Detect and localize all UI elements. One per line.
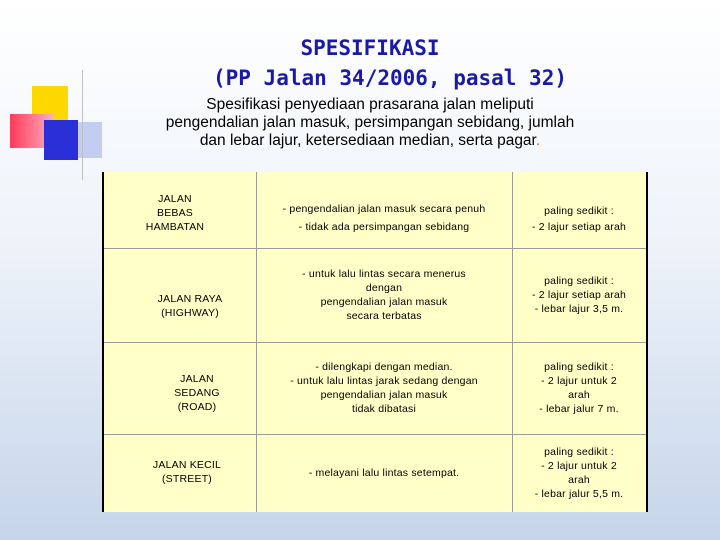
- lane-spec-line: paling sedikit :: [544, 446, 614, 458]
- lane-spec-line: - 2 lajur setiap arah: [531, 289, 627, 301]
- access-control-line: tidak dibatasi: [351, 403, 417, 415]
- access-control-cell: [256, 248, 512, 342]
- road-type-line: (ROAD): [177, 401, 217, 413]
- access-control-cell: [256, 434, 512, 512]
- access-control-line: - melayani lalu lintas setempat.: [308, 467, 460, 479]
- lane-spec-line: paling sedikit :: [544, 361, 614, 373]
- lane-spec-line: paling sedikit :: [544, 205, 614, 217]
- road-type-line: JALAN RAYA: [157, 293, 223, 305]
- intro-line3: dan lebar lajur, ketersediaan median, serta pagar: [199, 132, 536, 149]
- road-type-line: HAMBATAN: [145, 221, 205, 233]
- access-control-line: dengan: [365, 282, 403, 294]
- road-type-line: JALAN: [180, 373, 214, 385]
- slide-title-line2: (PP Jalan 34/2006, pasal 32): [212, 66, 567, 90]
- lane-spec-line: - 2 lajur setiap arah: [531, 221, 627, 233]
- road-type-cell: [104, 172, 256, 248]
- road-type-line: (STREET): [161, 473, 212, 485]
- road-type-cell: [104, 248, 256, 342]
- access-control-line: - untuk lalu lintas secara menerus: [302, 268, 466, 280]
- lane-spec-cell: [512, 248, 646, 342]
- intro-line1: Spesifikasi penyediaan prasarana jalan meliputi: [206, 96, 534, 113]
- lane-spec-cell: [512, 172, 646, 248]
- road-type-line: JALAN KECIL: [152, 459, 222, 471]
- lane-spec-line: - 2 lajur untuk 2: [541, 375, 617, 387]
- lane-spec-line: - 2 lajur untuk 2: [541, 460, 617, 472]
- road-type-line: JALAN: [158, 193, 192, 205]
- lane-spec-line: arah: [568, 389, 590, 401]
- access-control-line: pengendalian jalan masuk: [320, 389, 448, 401]
- road-type-line: BEBAS: [156, 207, 194, 219]
- specification-table: [102, 172, 648, 512]
- road-type-line: SEDANG: [174, 387, 220, 399]
- lane-spec-cell: [512, 434, 646, 512]
- road-type-cell: [104, 342, 256, 434]
- road-type-line: (HIGHWAY): [161, 307, 219, 319]
- lane-spec-cell: [512, 342, 646, 434]
- access-control-line: - tidak ada persimpangan sebidang: [298, 221, 470, 233]
- access-control-line: pengendalian jalan masuk: [320, 296, 448, 308]
- lane-spec-line: - lebar jalur 5,5 m.: [534, 488, 624, 500]
- access-control-cell: [256, 172, 512, 248]
- access-control-line: secara terbatas: [346, 310, 422, 322]
- road-type-cell: [104, 434, 256, 512]
- lane-spec-line: - lebar jalur 7 m.: [539, 403, 619, 415]
- access-control-line: - pengendalian jalan masuk secara penuh: [282, 203, 486, 215]
- access-control-line: - dilengkapi dengan median.: [315, 361, 453, 373]
- access-control-line: - untuk lalu lintas jarak sedang dengan: [290, 375, 478, 387]
- intro-paragraph: [120, 96, 620, 150]
- intro-line2: pengendalian jalan masuk, persimpangan sebidang, jumlah: [165, 114, 575, 131]
- lane-spec-line: arah: [568, 474, 590, 486]
- lane-spec-line: paling sedikit :: [544, 275, 614, 287]
- slide-title-line1: SPESIFIKASI: [300, 36, 440, 60]
- blue-square-decoration: [44, 120, 78, 160]
- intro-period: .: [535, 132, 541, 149]
- access-control-cell: [256, 342, 512, 434]
- lane-spec-line: - lebar lajur 3,5 m.: [534, 303, 624, 315]
- intro-line3-wrap: [120, 132, 620, 150]
